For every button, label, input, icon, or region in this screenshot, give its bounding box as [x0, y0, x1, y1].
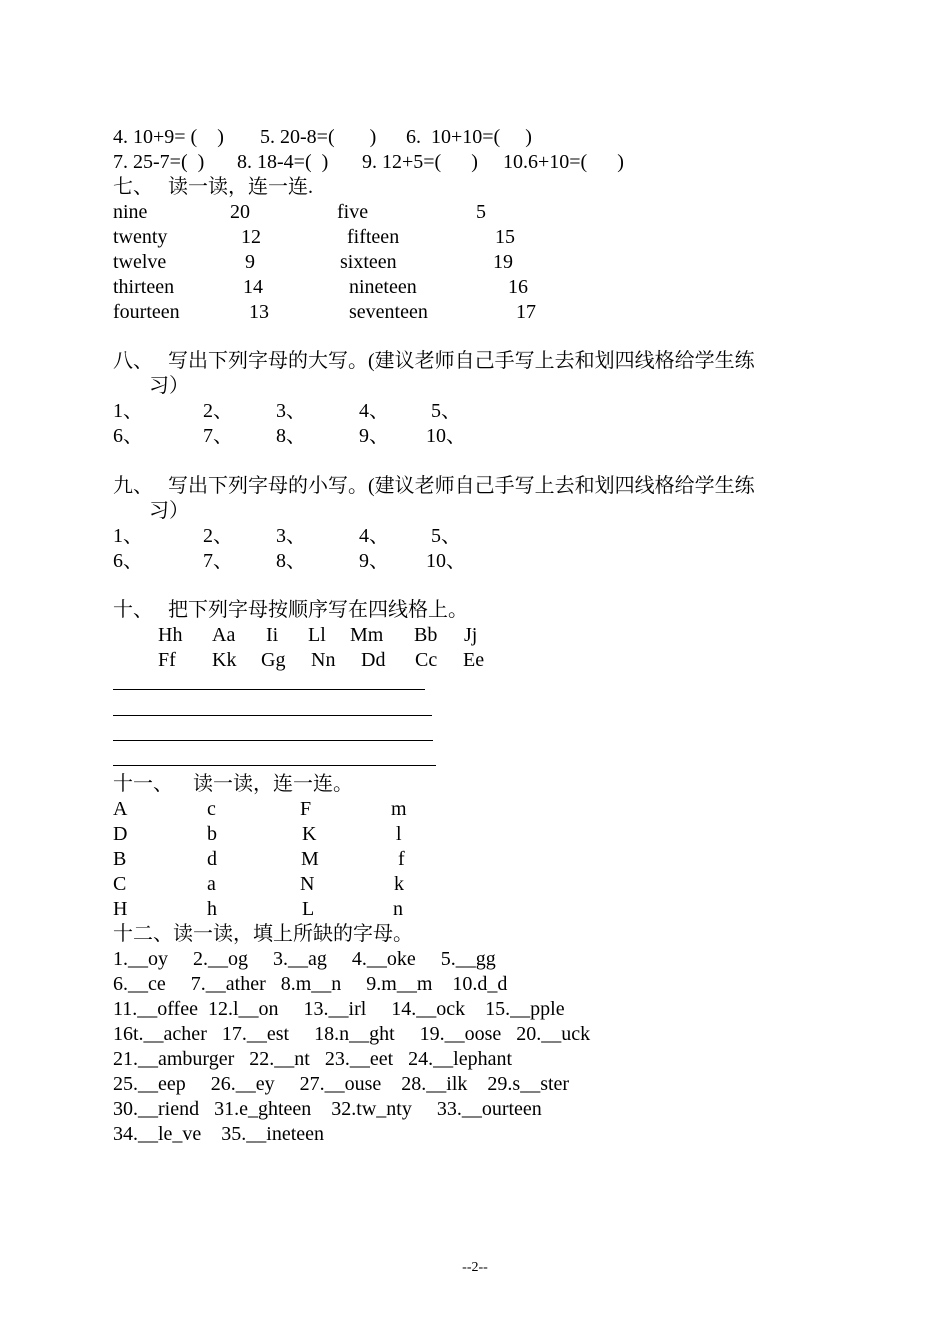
letter-pair: Hh: [158, 624, 183, 646]
section-7-title: 七、 读一读，连一连.: [113, 176, 313, 198]
section-9-title: 九、 写出下列字母的小写。(建议老师自己手写上去和划四线格给学生练: [113, 475, 755, 497]
match-number: 9: [245, 251, 255, 273]
match-letter: m: [391, 798, 407, 820]
match-number: 19: [493, 251, 513, 273]
fill-line: 34.__le_ve 35.__ineteen: [113, 1123, 325, 1145]
match-word: fifteen: [347, 226, 400, 248]
match-letter: n: [393, 898, 403, 920]
match-letter: H: [113, 898, 128, 920]
match-letter: C: [113, 873, 127, 895]
match-word: thirteen: [113, 276, 175, 298]
writing-line: [113, 740, 433, 741]
section-10-title: 十、 把下列字母按顺序写在四线格上。: [113, 599, 468, 621]
letter-pair: Jj: [464, 624, 478, 646]
blank-item: 2、: [203, 400, 233, 422]
match-word: twelve: [113, 251, 167, 273]
section-11-title: 十一、 读一读，连一连。: [113, 773, 353, 795]
fill-line: 21.__amburger 22.__nt 23.__eet 24.__lephant: [113, 1048, 513, 1070]
letter-pair: Ee: [463, 649, 485, 671]
letter-pair: Dd: [361, 649, 386, 671]
match-letter: A: [113, 798, 128, 820]
blank-item: 6、: [113, 425, 143, 447]
math-item-6: 6. 10+10=( ): [406, 126, 532, 148]
letter-pair: Bb: [414, 624, 438, 646]
match-letter: b: [207, 823, 217, 845]
match-number: 16: [508, 276, 528, 298]
fill-line: 6.__ce 7.__ather 8.m__n 9.m__m 10.d_d: [113, 973, 508, 995]
match-number: 5: [476, 201, 486, 223]
math-item-10: 10.6+10=( ): [503, 151, 624, 173]
blank-item: 8、: [276, 550, 306, 572]
match-letter: f: [398, 848, 405, 870]
match-letter: L: [302, 898, 315, 920]
blank-item: 6、: [113, 550, 143, 572]
blank-item: 9、: [359, 550, 389, 572]
match-word: nineteen: [349, 276, 417, 298]
section-8-title-cont: 习）: [149, 375, 189, 397]
match-letter: F: [300, 798, 312, 820]
section-8-title: 八、 写出下列字母的大写。(建议老师自己手写上去和划四线格给学生练: [113, 350, 755, 372]
section-12-title: 十二、读一读，填上所缺的字母。: [113, 923, 413, 945]
match-word: sixteen: [340, 251, 397, 273]
match-word: fourteen: [113, 301, 180, 323]
letter-pair: Ii: [266, 624, 279, 646]
match-number: 12: [241, 226, 261, 248]
page-number: --2--: [462, 1260, 488, 1275]
letter-pair: Gg: [261, 649, 286, 671]
match-number: 15: [495, 226, 515, 248]
writing-line: [113, 689, 425, 690]
blank-item: 10、: [426, 425, 466, 447]
blank-item: 7、: [203, 425, 233, 447]
match-word: seventeen: [349, 301, 428, 323]
letter-pair: Kk: [212, 649, 237, 671]
fill-line: 30.__riend 31.e_ghteen 32.tw_nty 33.__ourteen: [113, 1098, 542, 1120]
blank-item: 4、: [359, 525, 389, 547]
math-item-8: 8. 18-4=( ): [237, 151, 329, 173]
match-letter: N: [300, 873, 315, 895]
math-item-7: 7. 25-7=( ): [113, 151, 205, 173]
math-item-5: 5. 20-8=( ): [260, 126, 377, 148]
blank-item: 1、: [113, 525, 143, 547]
blank-item: 8、: [276, 425, 306, 447]
fill-line: 25.__eep 26.__ey 27.__ouse 28.__ilk 29.s__ster: [113, 1073, 570, 1095]
blank-item: 7、: [203, 550, 233, 572]
match-letter: c: [207, 798, 216, 820]
blank-item: 10、: [426, 550, 466, 572]
match-letter: B: [113, 848, 127, 870]
match-word: five: [337, 201, 369, 223]
match-letter: a: [207, 873, 216, 895]
letter-pair: Ff: [158, 649, 176, 671]
match-letter: d: [207, 848, 217, 870]
match-word: nine: [113, 201, 148, 223]
match-number: 20: [230, 201, 250, 223]
math-item-4: 4. 10+9= ( ): [113, 126, 224, 148]
section-9-title-cont: 习）: [149, 500, 189, 522]
writing-line: [113, 765, 436, 766]
letter-pair: Cc: [415, 649, 438, 671]
blank-item: 2、: [203, 525, 233, 547]
fill-line: 16t.__acher 17.__est 18.n__ght 19.__oose 20.__uck: [113, 1023, 591, 1045]
math-item-9: 9. 12+5=( ): [362, 151, 478, 173]
blank-item: 1、: [113, 400, 143, 422]
match-letter: K: [302, 823, 317, 845]
match-letter: M: [301, 848, 319, 870]
match-word: twenty: [113, 226, 168, 248]
match-number: 13: [249, 301, 269, 323]
match-letter: k: [394, 873, 404, 895]
letter-pair: Aa: [212, 624, 236, 646]
fill-line: 1.__oy 2.__og 3.__ag 4.__oke 5.__gg: [113, 948, 496, 970]
blank-item: 3、: [276, 400, 306, 422]
match-number: 14: [243, 276, 263, 298]
match-letter: l: [396, 823, 402, 845]
match-number: 17: [516, 301, 536, 323]
letter-pair: Mm: [350, 624, 384, 646]
blank-item: 4、: [359, 400, 389, 422]
letter-pair: Nn: [311, 649, 336, 671]
blank-item: 5、: [431, 525, 461, 547]
blank-item: 5、: [431, 400, 461, 422]
match-letter: h: [207, 898, 217, 920]
blank-item: 9、: [359, 425, 389, 447]
letter-pair: Ll: [308, 624, 326, 646]
writing-line: [113, 715, 432, 716]
fill-line: 11.__offee 12.l__on 13.__irl 14.__ock 15.__pple: [113, 998, 565, 1020]
match-letter: D: [113, 823, 128, 845]
blank-item: 3、: [276, 525, 306, 547]
